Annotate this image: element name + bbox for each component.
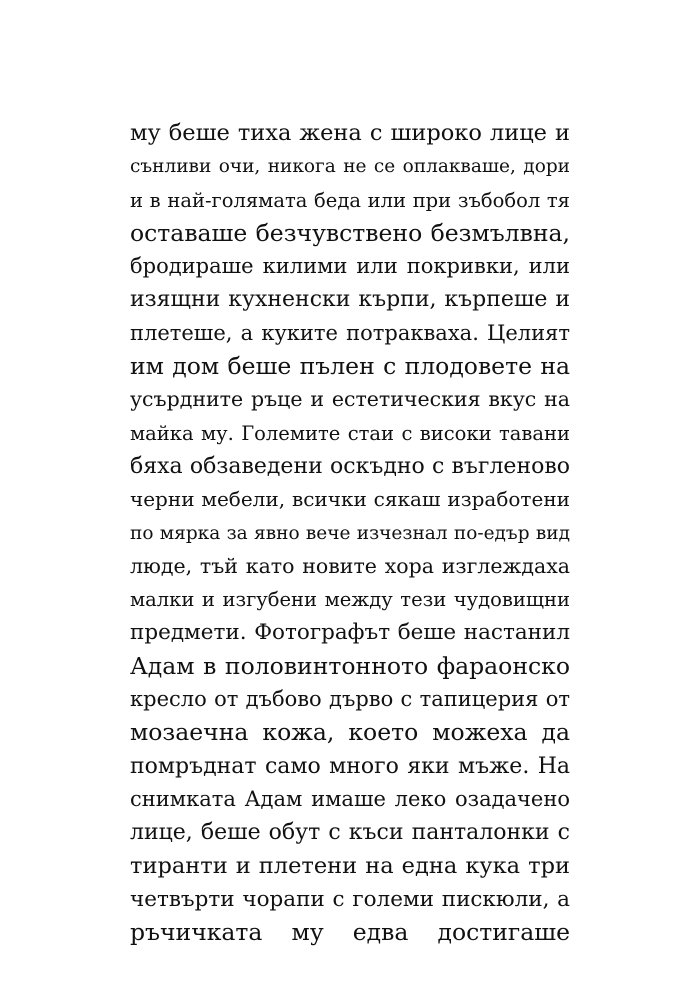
text-line-17: Адам в половинтонното фараонско — [130, 651, 570, 680]
text-line-22: лице, беше обут с къси панталонки с — [130, 820, 570, 846]
text-line-23: тиранти и плетени на една кука три — [130, 852, 570, 879]
text-line-11: бяха обзаведени оскъдно с въгленово — [130, 453, 570, 479]
text-line-6: изящни кухненски кърпи, кърпеше и — [130, 287, 570, 313]
text-line-5: бродираше килими или покривки, или — [130, 254, 570, 279]
text-line-3: и в най-голямата беда или при зъбобол тя — [130, 188, 570, 212]
text-line-12: черни мебели, всички сякаш изработени — [130, 487, 570, 512]
text-line-18: кресло от дъбово дърво с тапицерия от — [130, 687, 570, 712]
text-line-7: плетеше, а куките потракваха. Целият — [130, 320, 570, 345]
text-line-9: усърдните ръце и естетическия вкус на — [130, 387, 570, 412]
text-line-10: майка му. Големите стаи с високи тавани — [130, 421, 570, 445]
text-line-1: му беше тиха жена с широко лице и — [130, 120, 570, 146]
text-line-16: предмети. Фотографът беше настанил — [130, 620, 570, 646]
text-line-19: мозаечна кожа, което можеха да — [130, 718, 570, 747]
text-line-2: сънливи очи, никога не се оплакваше, дори — [130, 156, 570, 178]
text-line-8: им дом беше пълен с плодовете на — [130, 352, 570, 381]
text-line-13: по мярка за явно вече изчезнал по-едър вид — [130, 522, 570, 544]
text-line-25: ръчичката му едва достигаше — [130, 918, 570, 947]
text-line-15: малки и изгубени между тези чудовищни — [130, 588, 570, 612]
text-line-4: оставаше безчувствено безмълвна, — [130, 218, 570, 247]
body-text — [130, 117, 570, 949]
text-line-14: люде, тъй като новите хора изглеждаха — [130, 553, 570, 578]
text-line-21: снимката Адам имаше леко озадачено — [130, 786, 570, 811]
text-line-20: помръднат само много яки мъже. На — [130, 753, 570, 779]
text-line-24: четвърти чорапи с големи пискюли, а — [130, 886, 570, 912]
